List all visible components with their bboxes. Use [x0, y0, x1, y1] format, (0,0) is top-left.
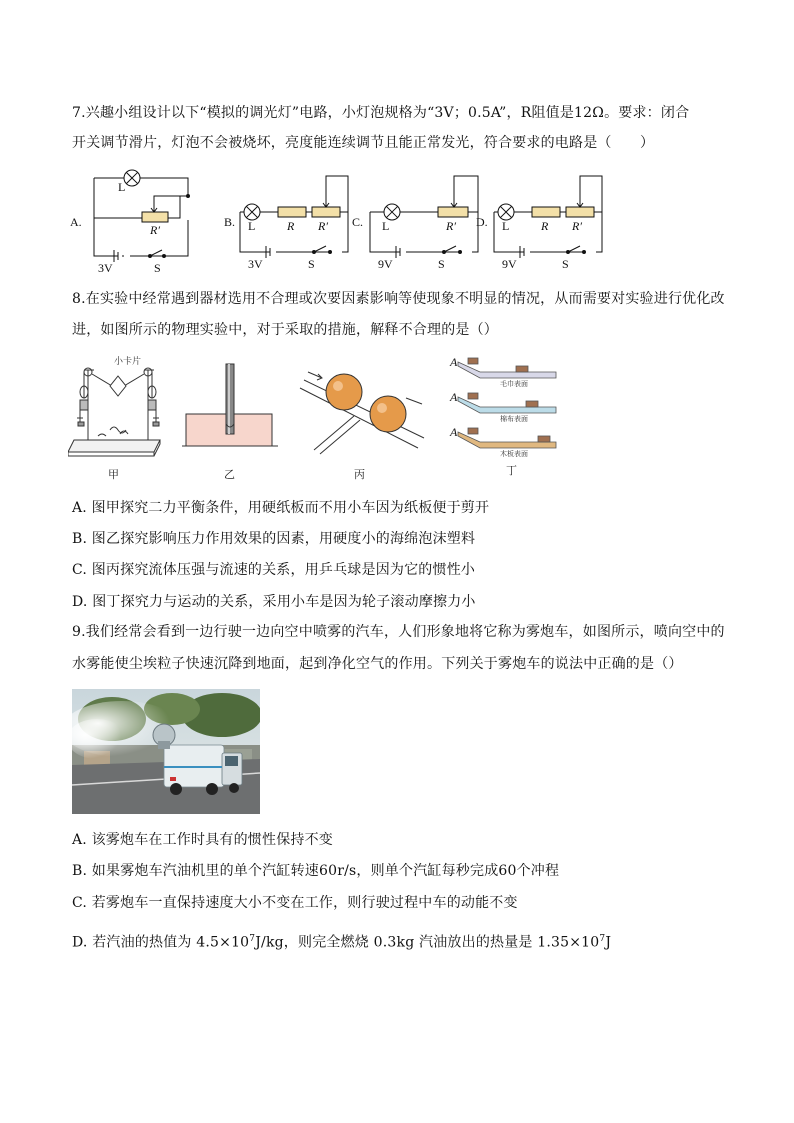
circuit-b-rheostat: R′	[318, 219, 328, 233]
circuit-d-option: D.	[476, 215, 488, 229]
q8-option-b: B. 图乙探究影响压力作用效果的因素，用硬度小的海绵泡沫塑料	[72, 531, 476, 547]
circuit-c	[352, 176, 478, 271]
circuit-a-option: A.	[70, 215, 82, 229]
circuit-c-voltage: 9V	[378, 257, 393, 271]
q9-option-a: A. 该雾炮车在工作时具有的惯性保持不变	[72, 832, 334, 848]
q9-option-d-mid: J/kg，则完全燃烧 0.3kg 汽油放出的热量是 1.35×10	[255, 934, 600, 951]
fig-yi-caption: 乙	[224, 468, 235, 481]
circuit-b	[224, 176, 348, 271]
q9-option-c: C. 若雾炮车一直保持速度大小不变在工作，则行驶过程中车的动能不变	[72, 895, 518, 911]
q9-stem-line1: 9.我们经常会看到一边行驶一边向空中喷雾的汽车，人们形象地将它称为雾炮车，如图所示，喷向空中的	[72, 624, 725, 640]
circuit-c-lamp: L	[382, 219, 390, 233]
fig-jia-caption: 甲	[108, 468, 119, 481]
circuit-b-resistor: R	[287, 219, 295, 233]
circuit-d	[476, 176, 602, 271]
ding-point-a-2: A	[450, 390, 458, 404]
q9-option-b: B. 如果雾炮车汽油机里的单个汽缸转速60r/s，则单个汽缸每秒完成60个冲程	[72, 863, 560, 879]
q9-option-d-exp2: 7	[599, 934, 606, 944]
fig-ding-caption: 丁	[506, 464, 517, 477]
q9-option-d-post: J	[605, 934, 612, 951]
q7-circuit-figures	[70, 168, 610, 276]
q7-stem-line1: 7.兴趣小组设计以下“模拟的调光灯”电路，小灯泡规格为“3V；0.5A”，R阻值是12Ω。要求：闭合	[72, 105, 690, 121]
circuit-d-lamp: L	[502, 219, 510, 233]
circuit-b-switch: S	[308, 257, 315, 271]
ding-point-a-3: A	[450, 425, 458, 439]
circuit-c-switch: S	[438, 257, 445, 271]
q7-stem-line2: 开关调节滑片，灯泡不会被烧坏，亮度能连续调节且能正常发光，符合要求的电路是（ ）	[72, 135, 655, 151]
circuit-a	[70, 170, 190, 275]
q8-option-a: A. 图甲探究二力平衡条件，用硬纸板而不用小车因为纸板便于剪开	[72, 500, 490, 516]
fig-bing	[300, 372, 424, 481]
ding-surface-cotton: 棉布表面	[500, 415, 528, 423]
jia-card-label: 小卡片	[114, 357, 142, 367]
q9-option-d-pre: D. 若汽油的热值为 4.5×10	[72, 934, 250, 951]
circuit-b-voltage: 3V	[248, 257, 263, 271]
fig-jia	[68, 355, 160, 481]
q9-stem-line2: 水雾能使尘埃粒子快速沉降到地面，起到净化空气的作用。下列关于雾炮车的说法中正确的是（）	[72, 656, 683, 672]
circuit-a-lamp: L	[118, 180, 126, 194]
q8-stem-line1: 8.在实验中经常遇到器材选用不合理或次要因素影响等使现象不明显的情况，从而需要对实验进行优化改	[72, 291, 725, 307]
circuit-b-lamp: L	[248, 219, 256, 233]
ding-surface-wood: 木板表面	[500, 450, 528, 458]
q8-experiment-figures	[68, 352, 568, 486]
circuit-d-switch: S	[562, 257, 569, 271]
fog-cannon-truck-photo	[72, 689, 260, 814]
ding-point-a-1: A	[450, 355, 458, 369]
fig-bing-caption: 丙	[354, 468, 365, 481]
q9-option-d	[72, 929, 611, 953]
q9-option-d-exp1: 7	[249, 934, 256, 944]
fig-ding	[449, 355, 556, 477]
circuit-b-option: B.	[224, 215, 236, 229]
circuit-d-voltage: 9V	[502, 257, 517, 271]
q8-option-c: C. 图丙探究流体压强与流速的关系，用乒乓球是因为它的惯性小	[72, 562, 476, 578]
circuit-c-option: C.	[352, 215, 364, 229]
circuit-d-rheostat: R′	[572, 219, 582, 233]
q8-option-d: D. 图丁探究力与运动的关系，采用小车是因为轮子滚动摩擦力小	[72, 594, 476, 610]
q8-stem-line2: 进，如图所示的物理实验中，对于采取的措施，解释不合理的是（）	[72, 322, 498, 338]
circuit-a-voltage: 3V	[98, 261, 113, 275]
circuit-a-switch: S	[154, 261, 161, 275]
ding-surface-towel: 毛巾表面	[500, 380, 528, 388]
circuit-d-resistor: R	[541, 219, 549, 233]
circuit-c-rheostat: R′	[446, 219, 456, 233]
fig-yi	[182, 364, 278, 481]
circuit-a-rheostat: R′	[150, 223, 160, 237]
